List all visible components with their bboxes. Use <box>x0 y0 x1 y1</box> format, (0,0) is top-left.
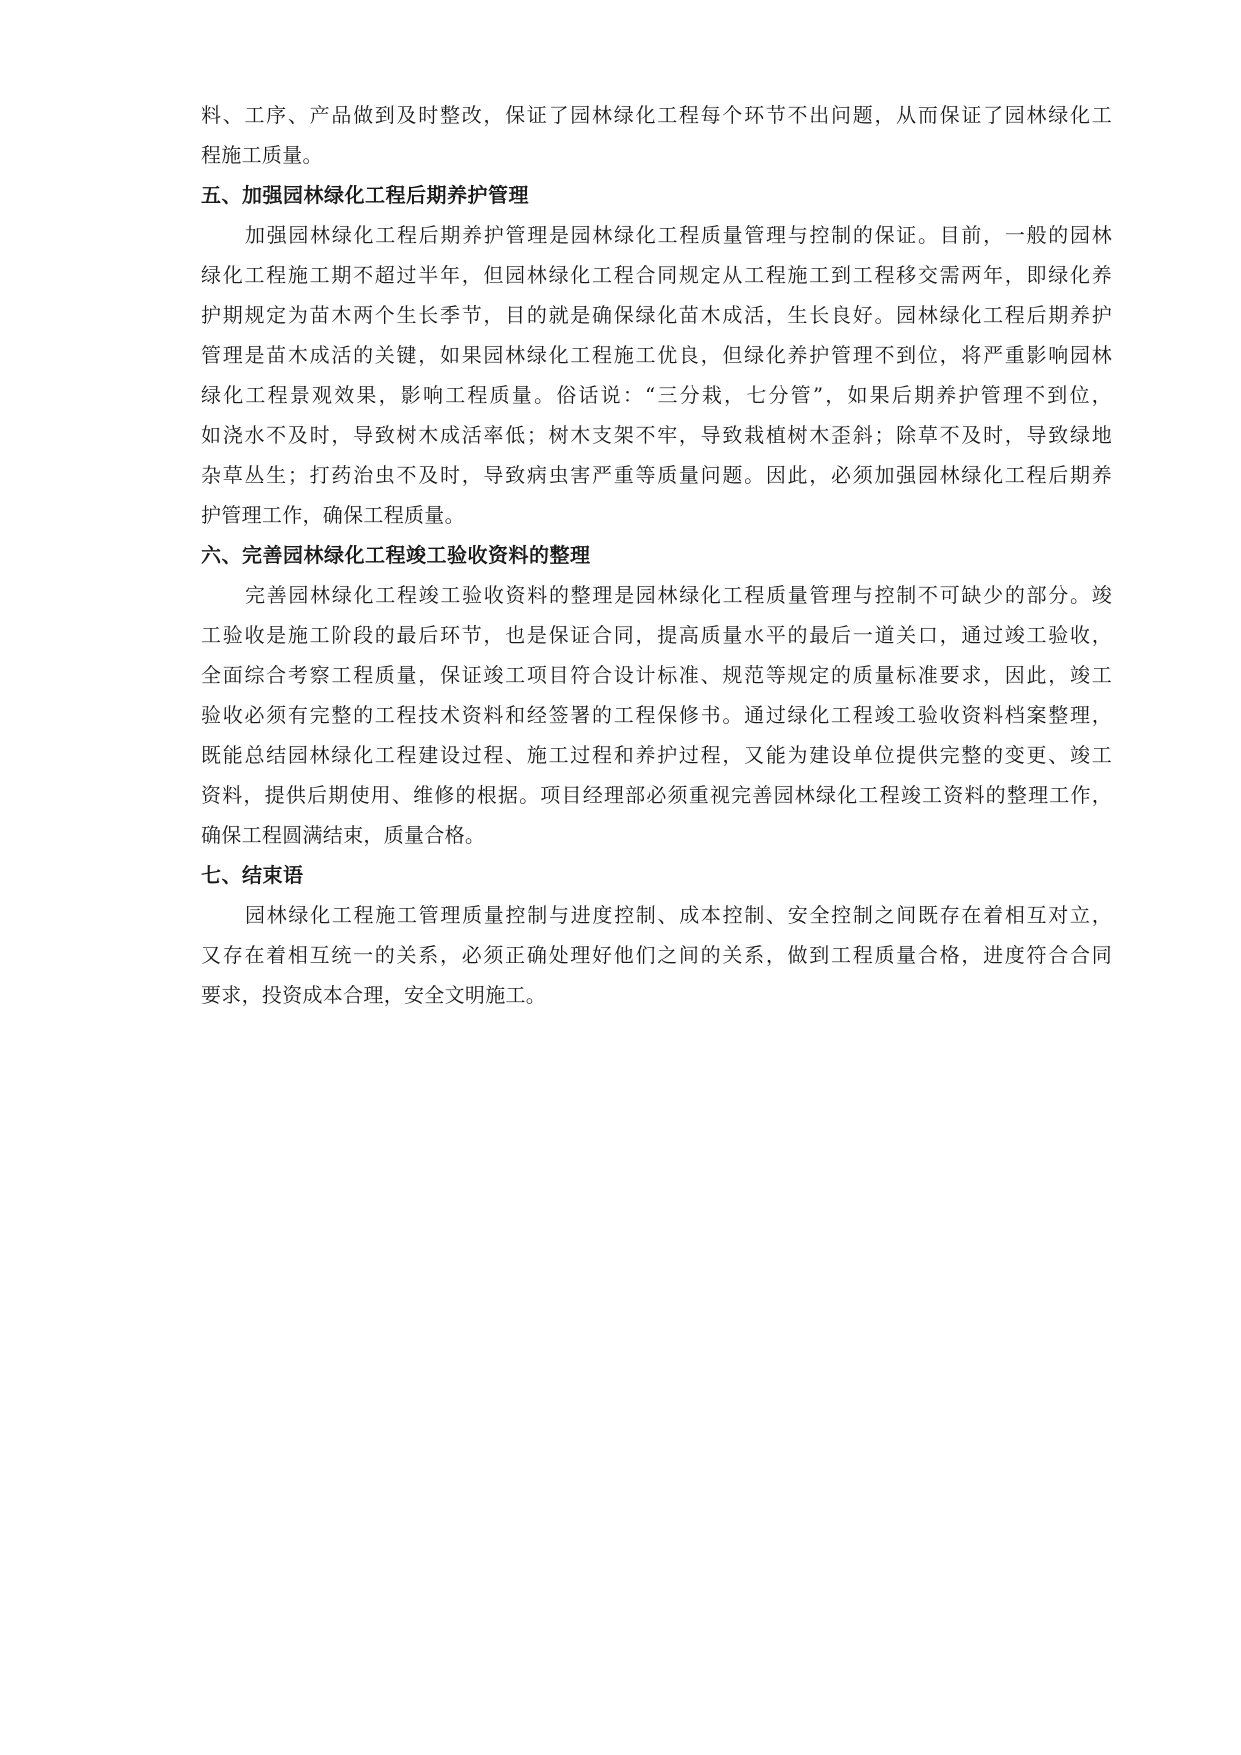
paragraph-line: 管理是苗木成活的关键，如果园林绿化工程施工优良，但绿化养护管理不到位，将严重影响园林 <box>201 343 1112 367</box>
paragraph-line: 杂草丛生；打药治虫不及时，导致病虫害严重等质量问题。因此，必须加强园林绿化工程后期养 <box>201 463 1112 487</box>
paragraph-line: 工验收是施工阶段的最后环节，也是保证合同，提高质量水平的最后一道关口，通过竣工验收， <box>201 623 1112 647</box>
document-page <box>201 95 1112 1015</box>
section-7-paragraph <box>201 895 1112 1015</box>
paragraph-line: 程施工质量。 <box>201 143 323 167</box>
paragraph-line: 完善园林绿化工程竣工验收资料的整理是园林绿化工程质量管理与控制不可缺少的部分。竣 <box>245 583 1112 607</box>
paragraph-line: 园林绿化工程施工管理质量控制与进度控制、成本控制、安全控制之间既存在着相互对立， <box>245 903 1112 927</box>
paragraph-line: 护期规定为苗木两个生长季节，目的就是确保绿化苗木成活，生长良好。园林绿化工程后期养护 <box>201 303 1112 327</box>
paragraph-line: 又存在着相互统一的关系，必须正确处理好他们之间的关系，做到工程质量合格，进度符合合同 <box>201 943 1112 967</box>
paragraph-line: 资料，提供后期使用、维修的根据。项目经理部必须重视完善园林绿化工程竣工资料的整理工作， <box>201 783 1112 807</box>
paragraph-line: 加强园林绿化工程后期养护管理是园林绿化工程质量管理与控制的保证。目前，一般的园林 <box>245 223 1112 247</box>
section-heading-5: 五、加强园林绿化工程后期养护管理 <box>201 183 529 207</box>
paragraph-line: 护管理工作，确保工程质量。 <box>201 503 465 527</box>
paragraph-line: 确保工程圆满结束，质量合格。 <box>201 823 486 847</box>
section-5-paragraph <box>201 215 1112 535</box>
paragraph-line: 既能总结园林绿化工程建设过程、施工过程和养护过程，又能为建设单位提供完整的变更、竣工 <box>201 743 1112 767</box>
paragraph-line: 验收必须有完整的工程技术资料和经签署的工程保修书。通过绿化工程竣工验收资料档案整理， <box>201 703 1112 727</box>
paragraph-line: 如浇水不及时，导致树木成活率低；树木支架不牢，导致栽植树木歪斜；除草不及时，导致绿地 <box>201 423 1112 447</box>
section-heading-7: 七、结束语 <box>201 863 304 887</box>
section-heading-6: 六、完善园林绿化工程竣工验收资料的整理 <box>201 543 591 567</box>
continuation-paragraph <box>201 95 1112 175</box>
paragraph-line: 全面综合考察工程质量，保证竣工项目符合设计标准、规范等规定的质量标准要求，因此，竣工 <box>201 663 1112 687</box>
section-6-paragraph <box>201 575 1112 855</box>
paragraph-line: 绿化工程景观效果，影响工程质量。俗话说：“三分栽，七分管”，如果后期养护管理不到位， <box>201 383 1112 407</box>
paragraph-line: 绿化工程施工期不超过半年，但园林绿化工程合同规定从工程施工到工程移交需两年，即绿化养 <box>201 263 1112 287</box>
paragraph-line: 料、工序、产品做到及时整改，保证了园林绿化工程每个环节不出问题，从而保证了园林绿化工 <box>201 103 1112 127</box>
paragraph-line: 要求，投资成本合理，安全文明施工。 <box>201 983 547 1007</box>
